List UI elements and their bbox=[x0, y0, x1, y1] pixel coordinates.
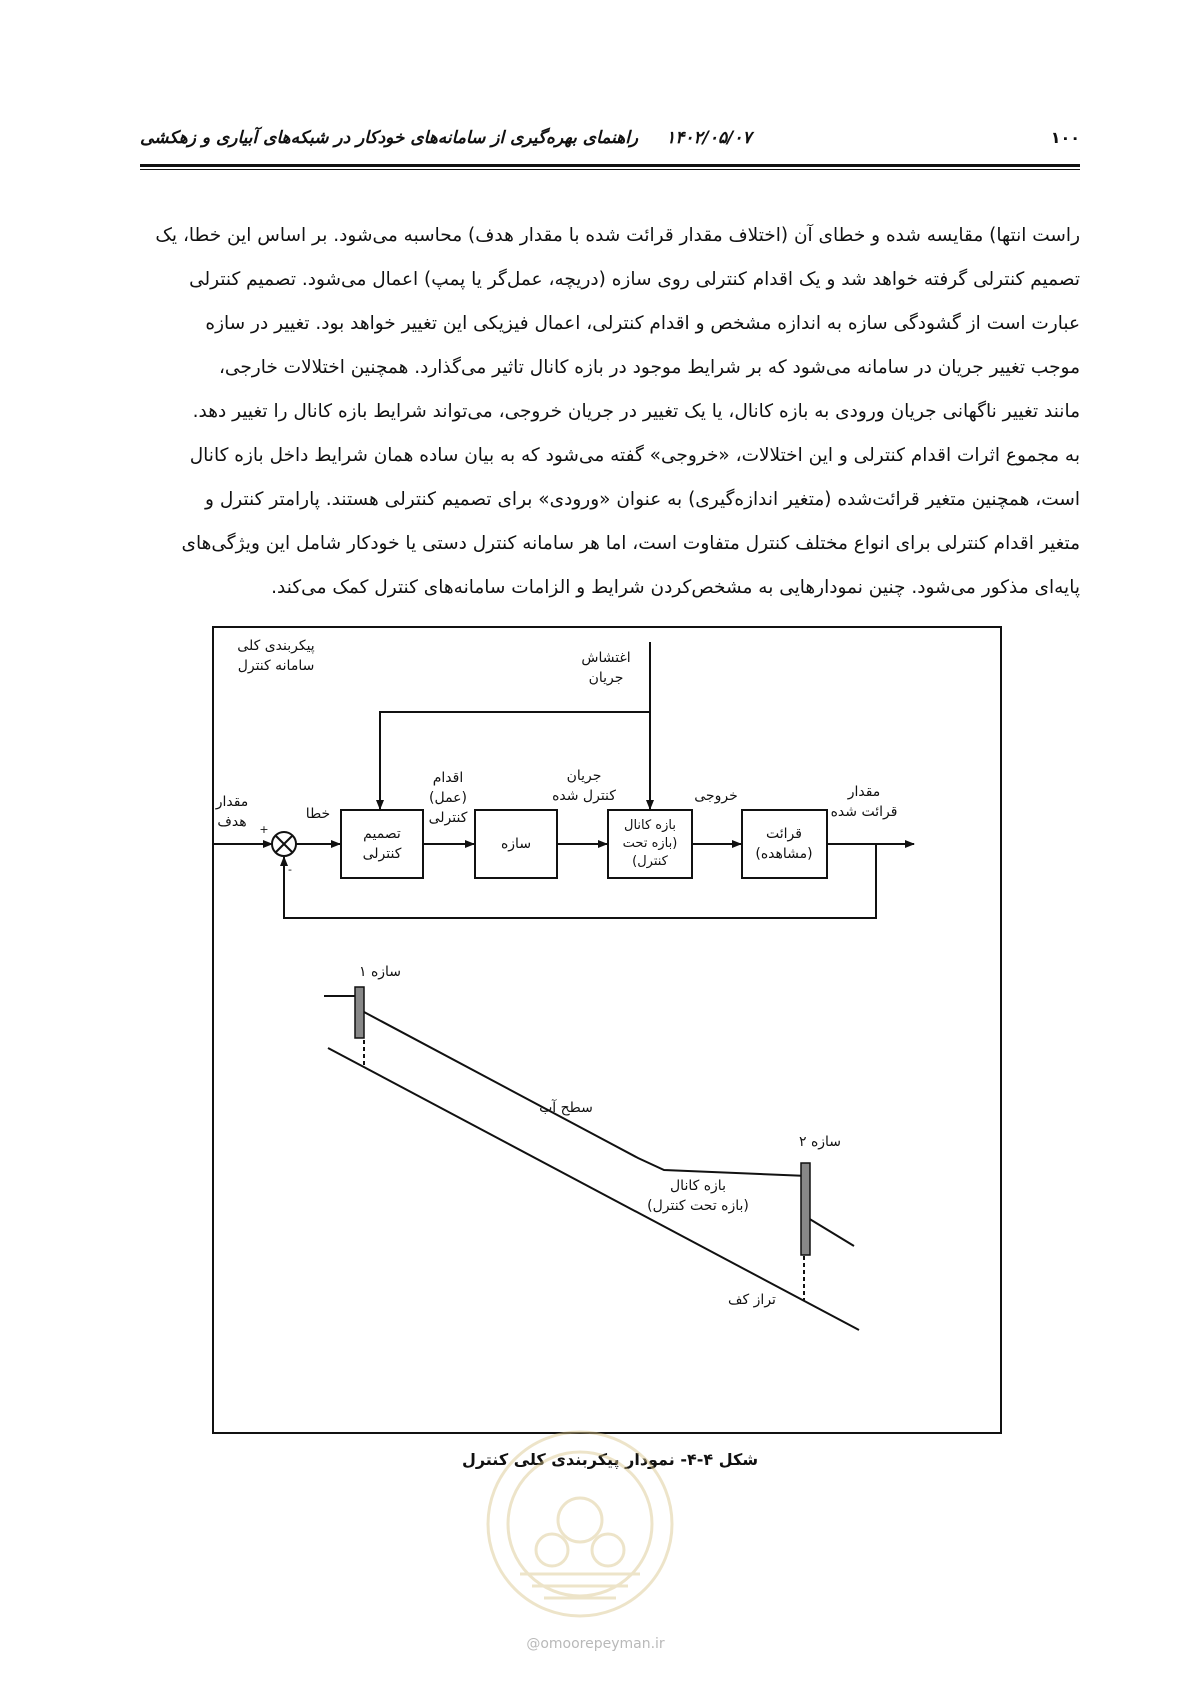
water-surface-line bbox=[364, 1012, 808, 1176]
header-date: ۱۴۰۲/۰۵/۰۷ bbox=[666, 128, 752, 148]
target-value-label: مقدار هدف bbox=[215, 794, 249, 830]
output-label: خروجی bbox=[694, 788, 738, 804]
body-line: متغیر اقدام کنترلی برای انواع مختلف کنترل متفاوت است، اما هر سامانه کنترل دستی یا خودکار شامل این ویژگی‌های bbox=[181, 533, 1080, 554]
controlled-flow-label: جریان کنترل شده bbox=[552, 768, 616, 804]
error-label: خطا bbox=[305, 806, 331, 822]
body-line: عبارت است از گشودگی سازه به اندازه مشخص و اقدام کنترلی، اعمال فیزیکی این تغییر خواهد بود. تغییر در سازه bbox=[205, 313, 1080, 334]
header-title: راهنمای بهره‌گیری از سامانه‌های خودکار در شبکه‌های آبیاری و زهکشی bbox=[140, 128, 639, 148]
bed-level-line bbox=[328, 1048, 859, 1330]
decision-box-label: تصمیم کنترلی bbox=[362, 826, 402, 862]
structure-1-gate bbox=[355, 987, 364, 1038]
control-configuration-figure bbox=[212, 626, 1002, 1434]
structure-1-label: سازه ۱ bbox=[358, 964, 402, 980]
reading-box-label: قرائت (مشاهده) bbox=[755, 826, 813, 862]
watermark-seal bbox=[480, 1424, 680, 1624]
disturbance-label: اغتشاش جریان bbox=[581, 650, 631, 686]
body-line: است، همچنین متغیر قرائت‌شده (متغیر اندازه‌گیری) به عنوان «ورودی» برای تصمیم کنترلی هستند. پارامتر کنترل و bbox=[205, 489, 1080, 510]
body-line: به مجموع اثرات اقدام کنترلی و این اختلالات، «خروجی» گفته می‌شود که به بیان ساده همان شرایط داخل بازه کانال bbox=[189, 445, 1080, 466]
bed-level-label: تراز کف bbox=[728, 1292, 776, 1308]
structure-2-label: سازه ۲ bbox=[798, 1134, 842, 1150]
profile-reach-label: بازه کانال (بازه تحت کنترل) bbox=[647, 1178, 749, 1214]
minus-sign: - bbox=[288, 863, 292, 876]
caption-number: شکل ۴-۴- bbox=[680, 1450, 759, 1469]
body-line: راست انتها) مقایسه شده و خطای آن (اختلاف مقدار قرائت شده با مقدار هدف) محاسبه می‌شود. بر اساس این خطا، یک bbox=[155, 225, 1080, 246]
header-rule-thin bbox=[140, 169, 1080, 170]
body-line: پایه‌ای مذکور می‌شود. چنین نمودارهایی به مشخص‌کردن شرایط و الزامات سامانه‌های کنترل کمک می‌کند. bbox=[271, 577, 1080, 598]
running-title bbox=[140, 128, 752, 148]
structure-2-gate bbox=[801, 1163, 810, 1255]
figure-drawing bbox=[214, 628, 1004, 1436]
page-header bbox=[140, 128, 1080, 156]
body-line: مانند تغییر ناگهانی جریان ورودی به بازه کانال، یا یک تغییر در جریان خروجی، می‌تواند شرایط بازه کانال را تغییر دهد. bbox=[192, 401, 1080, 422]
body-paragraph bbox=[140, 214, 1080, 610]
water-surface-label: سطح آب bbox=[539, 1100, 593, 1116]
reach-box-label: بازه کانال (بازه تحت کنترل) bbox=[622, 818, 678, 869]
read-value-label: مقدار قرائت شده bbox=[830, 784, 898, 820]
control-action-label: اقدام (عمل) کنترلی bbox=[428, 770, 468, 826]
caption-text: نمودار پیکربندی کلی کنترل bbox=[461, 1450, 681, 1469]
structure-box-label: سازه bbox=[500, 836, 532, 852]
body-line: موجب تغییر جریان در سامانه می‌شود که بر شرایط موجود در بازه کانال تاثیر می‌گذارد. همچنین اختلالات خارجی، bbox=[218, 357, 1080, 378]
plus-sign: + bbox=[259, 823, 269, 836]
page-number: ۱۰۰ bbox=[1050, 128, 1080, 147]
body-line: تصمیم کنترلی گرفته خواهد شد و یک اقدام کنترلی روی سازه (دریچه، عمل‌گر یا پمپ) اعمال می‌شود. تصمیم کنترلی bbox=[189, 269, 1080, 290]
diagram-title-label: پیکربندی کلی سامانه کنترل bbox=[237, 638, 315, 674]
watermark-url: @omoorepeyman.ir bbox=[526, 1636, 665, 1652]
header-rule-thick bbox=[140, 164, 1080, 167]
downstream-water-line bbox=[808, 1218, 854, 1246]
